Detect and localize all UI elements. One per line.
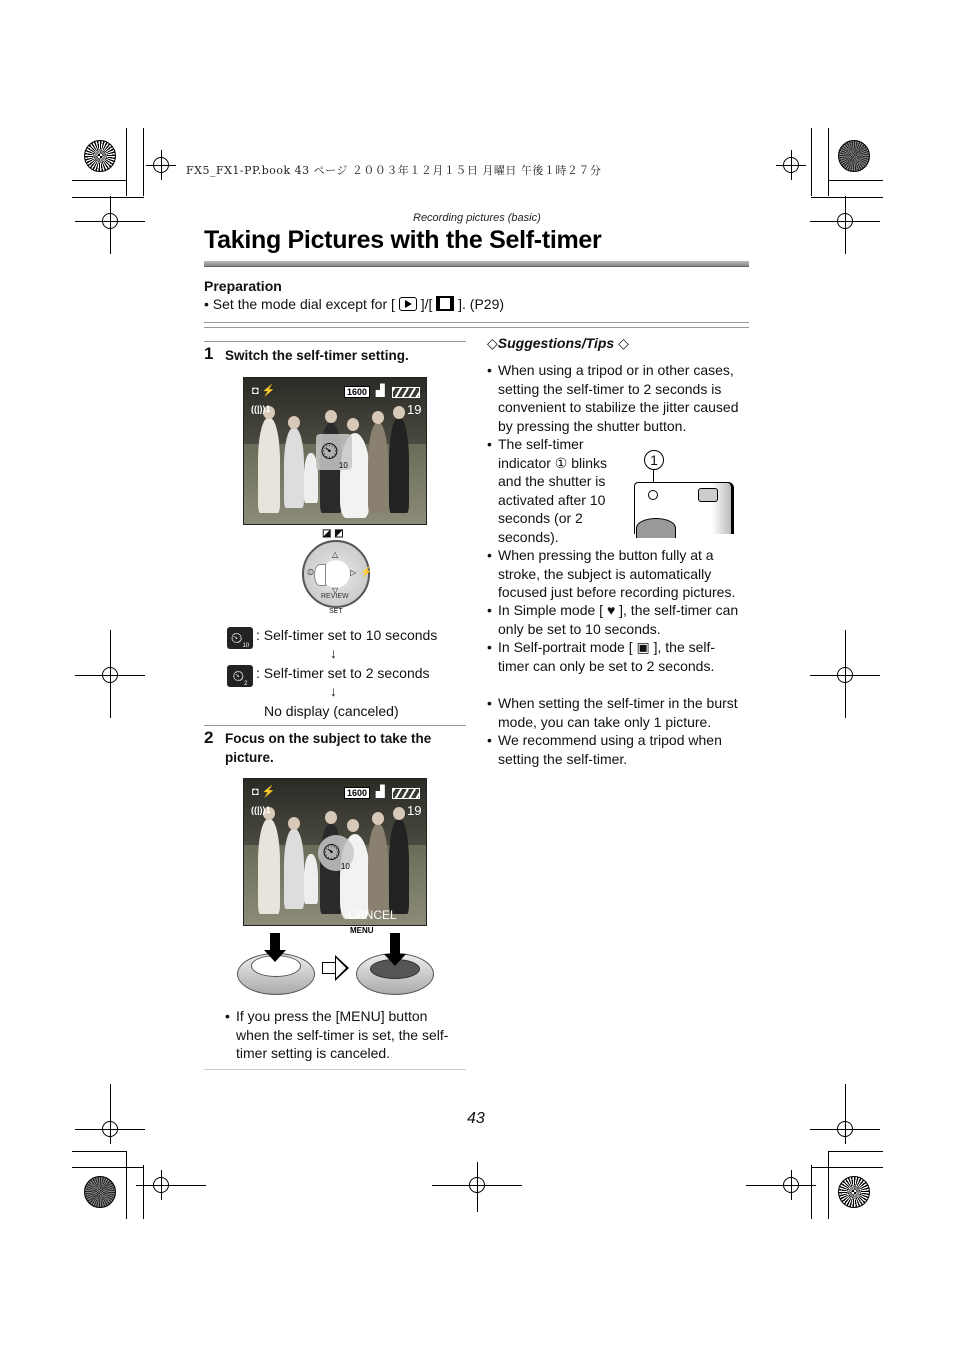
crosshair-target (830, 660, 860, 690)
shots-remaining: 19 (407, 402, 422, 417)
self-timer-2-icon: ⏲ 2 (227, 665, 253, 687)
crop-mark (143, 1165, 144, 1219)
tip-text: When setting the self-timer in the burst mode, you can take only 1 picture. (498, 695, 738, 730)
quality-icon: ▟ (376, 786, 385, 798)
timer-sub: 10 (338, 461, 348, 470)
crosshair-target (830, 1114, 860, 1144)
timer-option-sub: 10 (242, 643, 250, 649)
tip-text: In Self-portrait mode [ ▣ ], the self-timer can only be set to 2 seconds. (498, 639, 716, 674)
up-arrow-icon: △ (332, 550, 339, 559)
tips-heading-text: Suggestions/Tips (497, 335, 615, 351)
registration-rosette-bottom-right (838, 1176, 870, 1208)
crop-mark (72, 1167, 144, 1168)
shots-remaining: 19 (407, 803, 422, 818)
step-number: 2 (204, 728, 214, 747)
lcd-preview (243, 778, 427, 935)
no-display-text: No display (canceled) (264, 703, 399, 719)
tip-item: • In Simple mode [ ♥ ], the self-timer can only be set to 10 seconds. (487, 602, 739, 637)
divider (204, 1069, 466, 1070)
tip-text: When using a tripod or in other cases, setting the self-timer to 2 seconds is convenient to stabilize the jitter caused by pressing the shutter button. (498, 362, 739, 434)
stabilizer-icon: ((|))1 (251, 805, 271, 815)
camera-mode-icon: ◘ ⚡ (252, 385, 276, 397)
cancel-text: CANCEL (348, 908, 397, 922)
divider (204, 322, 749, 323)
tip-item: • We recommend using a tripod when setting the self-timer. (487, 732, 722, 767)
menu-cancel-note: • If you press the [MENU] button when the self-timer is set, the self-timer setting is canceled. (225, 1008, 449, 1061)
tip-text: When pressing the button fully at a stroke, the subject is automatically focused just before recording pictures. (498, 547, 736, 600)
timer-dial-icon: ⏲ (307, 567, 315, 577)
viewfinder-window (698, 488, 718, 502)
cancel-label (348, 908, 426, 936)
self-timer-icon: ⏲ 10 (316, 434, 352, 470)
registration-rosette-bottom-left (84, 1176, 116, 1208)
lcd-preview (243, 377, 427, 525)
play-icon (399, 297, 417, 311)
down-arrow: ↓ (330, 645, 337, 661)
divider (204, 327, 749, 328)
self-timer-lamp-icon (648, 490, 658, 500)
crosshair-target (776, 1170, 806, 1200)
right-arrow-icon: ▷ (350, 568, 357, 577)
timer-sub: 10 (340, 862, 350, 871)
crosshair-target (95, 660, 125, 690)
flash-dial-icon: ⚡ (360, 567, 373, 578)
tip-item: • When pressing the button fully at a stroke, the subject is automatically focused just before recording pictures. (487, 547, 736, 600)
divider (204, 725, 466, 726)
menu-icon: MENU (350, 926, 374, 935)
movie-icon (436, 296, 454, 311)
prep-text-before: • Set the mode dial except for [ (204, 296, 395, 312)
crop-mark (828, 1151, 883, 1152)
section-label: Recording pictures (basic) (413, 212, 541, 224)
iso-indicator: 1600 (344, 386, 370, 398)
divider (204, 341, 466, 342)
crop-mark (126, 1151, 127, 1219)
crop-mark (72, 180, 127, 181)
timer-option-label: : Self-timer set to 2 seconds (256, 665, 430, 681)
print-header: FX5_FX1-PP.book 43 ページ ２００３年１２月１５日 月曜日 午後１時２７分 (186, 164, 602, 177)
iso-indicator: 1600 (344, 787, 370, 799)
tips-heading (487, 335, 629, 352)
callout-number: 1 (644, 450, 664, 470)
crop-mark (126, 128, 127, 196)
preparation-heading: Preparation (204, 278, 282, 294)
timer-option-sub: 2 (244, 681, 248, 687)
page-title: Taking Pictures with the Self-timer (204, 226, 602, 254)
crop-mark (72, 1151, 127, 1152)
registration-rosette-top-left (84, 140, 116, 172)
prep-text-middle: ]/[ (420, 296, 433, 312)
shutter-half-press-illustration (237, 933, 317, 998)
down-arrow-icon: ▽ (332, 586, 339, 595)
exposure-icons: ◪ ◩ (322, 528, 344, 539)
quality-icon: ▟ (376, 385, 385, 397)
down-arrow: ↓ (330, 683, 337, 699)
stabilizer-icon: ((|))1 (251, 404, 271, 414)
crosshair-target (95, 206, 125, 236)
page-number: 43 (467, 1110, 485, 1127)
lens-icon (636, 518, 676, 538)
prep-text-after: ]. (P29) (458, 296, 505, 312)
crosshair-target (830, 206, 860, 236)
crop-mark (828, 128, 829, 196)
cursor-dial (302, 540, 373, 608)
timer-option-label: : Self-timer set to 10 seconds (256, 627, 438, 643)
crosshair-target (462, 1170, 492, 1200)
crosshair-target (146, 1170, 176, 1200)
tip-item: • When using a tripod or in other cases, setting the self-timer to 2 seconds is convenient to stabilize the jitter caused by pressing the shutter button. (487, 362, 739, 434)
crop-mark (811, 128, 812, 196)
selected-segment (314, 564, 326, 586)
step-text: Switch the self-timer setting. (225, 348, 409, 363)
crop-mark (828, 1151, 829, 1219)
title-rule (204, 261, 749, 267)
tip-item: • The self-timer indicator ① blinks and the shutter is activated after 10 seconds (or 2 seconds). (487, 436, 608, 545)
tip-text: We recommend using a tripod when setting the self-timer. (498, 732, 722, 767)
crop-mark (811, 1167, 883, 1168)
crop-mark (143, 128, 144, 196)
tip-item: • In Self-portrait mode [ ▣ ], the self-timer can only be set to 2 seconds. (487, 639, 716, 674)
press-arrow-icon (270, 933, 280, 951)
crop-mark (828, 180, 883, 181)
step-number: 1 (204, 344, 214, 363)
tip-text: The self-timer indicator ① blinks and the shutter is activated after 10 seconds (or 2 seconds). (498, 436, 608, 545)
set-label: SET (329, 608, 343, 615)
menu-note-text: If you press the [MENU] button when the self-timer is set, the self-timer setting is canceled. (236, 1008, 449, 1061)
step-text: Focus on the subject to take the picture. (225, 731, 432, 765)
diamond-icon: ◇ (487, 335, 498, 351)
self-timer-10-icon: ⏲ 10 (227, 627, 253, 649)
battery-icon (392, 788, 420, 799)
press-arrow-icon (390, 933, 400, 955)
crosshair-target (146, 150, 176, 180)
camera-indicator-illustration (632, 450, 736, 536)
crosshair-target (776, 150, 806, 180)
crosshair-target (95, 1114, 125, 1144)
self-timer-icon: ⏲ 10 (318, 835, 354, 871)
shutter-full-press-illustration (356, 933, 436, 998)
tip-item: • When setting the self-timer in the burst mode, you can take only 1 picture. (487, 695, 738, 730)
registration-rosette-top-right (838, 140, 870, 172)
review-label: REVIEW (321, 593, 349, 600)
crop-mark (72, 197, 144, 198)
diamond-icon: ◇ (618, 335, 629, 351)
crop-mark (811, 1165, 812, 1219)
tip-text: In Simple mode [ ♥ ], the self-timer can only be set to 10 seconds. (498, 602, 739, 637)
preparation-text (204, 296, 504, 312)
camera-mode-icon: ◘ ⚡ (252, 786, 276, 798)
battery-icon (392, 387, 420, 398)
crop-mark (811, 197, 883, 198)
next-arrow-icon (322, 955, 350, 981)
